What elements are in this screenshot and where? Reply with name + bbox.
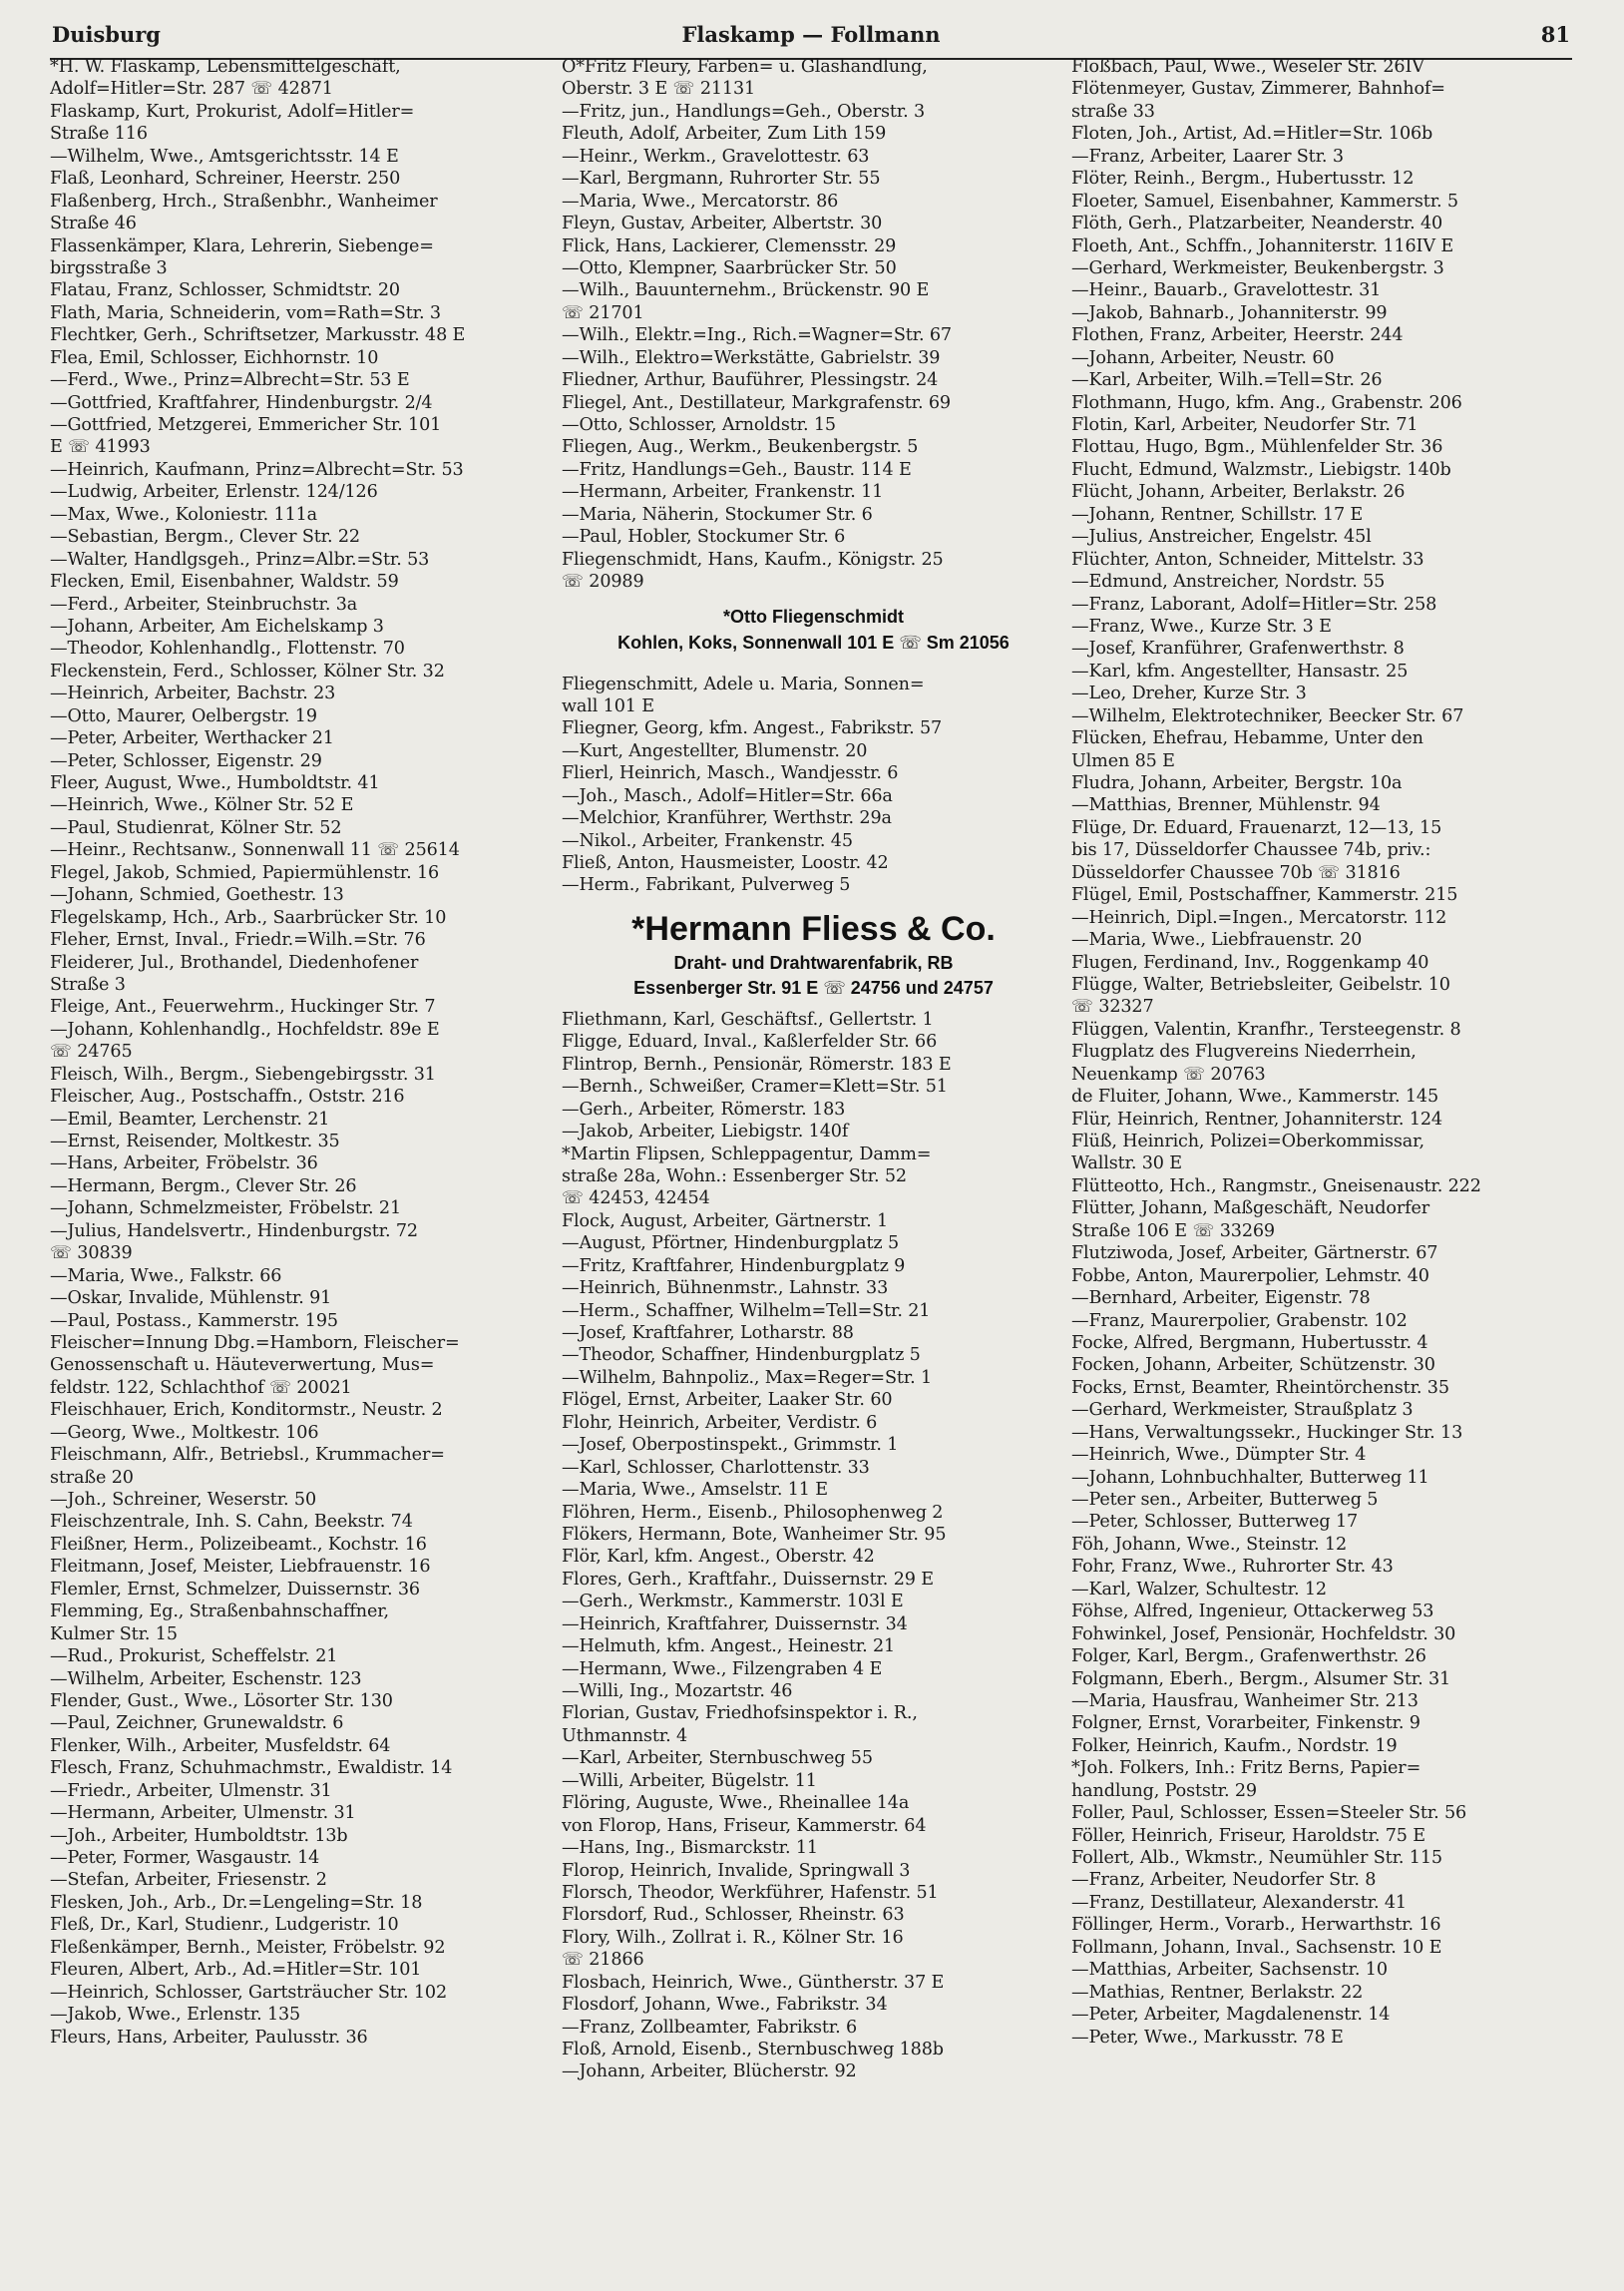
directory-entry-line: Fliethmann, Karl, Geschäftsf., Gellertstr. 1 [562, 1009, 934, 1030]
directory-entry-line: Flugen, Ferdinand, Inv., Roggenkamp 40 [1071, 952, 1429, 973]
directory-entry-line: Fleurs, Hans, Arbeiter, Paulusstr. 36 [50, 2027, 368, 2048]
directory-entry-line: Floeth, Ant., Schffn., Johanniterstr. 116IV E [1071, 235, 1454, 256]
directory-entry-line: Flöter, Reinh., Bergm., Hubertusstr. 12 [1071, 169, 1415, 190]
directory-entry-line: Flemler, Ernst, Schmelzer, Duissernstr. 36 [50, 1579, 420, 1600]
directory-entry-line: —Franz, Wwe., Kurze Str. 3 E [1071, 616, 1332, 637]
directory-entry-line: Floten, Joh., Artist, Ad.=Hitler=Str. 106b [1071, 124, 1433, 145]
directory-entry-line: *Joh. Folkers, Inh.: Fritz Berns, Papier= [1071, 1758, 1421, 1779]
directory-entry-line: Flügel, Emil, Postschaffner, Kammerstr. 215 [1071, 885, 1458, 906]
directory-entry-line: —Joh., Masch., Adolf=Hitler=Str. 66a [562, 785, 893, 806]
directory-entry-line: Fleher, Ernst, Inval., Friedr.=Wilh.=Str. 76 [50, 930, 426, 951]
directory-entry-line: —Peter, Schlosser, Butterweg 17 [1071, 1512, 1359, 1533]
directory-entry-line: Fließ, Anton, Hausmeister, Loostr. 42 [562, 853, 889, 873]
directory-entry-line: Fleitmann, Josef, Meister, Liebfrauenstr. 16 [50, 1557, 431, 1578]
directory-entry-line: Straße 3 [50, 974, 126, 995]
directory-entry-line: —Georg, Wwe., Moltkestr. 106 [50, 1422, 319, 1443]
directory-entry-line: —Otto, Maurer, Oelbergstr. 19 [50, 705, 317, 726]
directory-entry-line: feldstr. 122, Schlachthof ☏ 20021 [50, 1377, 352, 1398]
directory-entry-line: Flör, Karl, kfm. Angest., Oberstr. 42 [562, 1547, 875, 1568]
directory-entry-line: Flory, Wilh., Zollrat i. R., Kölner Str. 16 [562, 1927, 904, 1948]
directory-entry-line: —Wilhelm, Elektrotechniker, Beecker Str. 67 [1071, 705, 1464, 726]
directory-entry-line: straße 28a, Wohn.: Essenberger Str. 52 [562, 1165, 907, 1186]
directory-entry-line: Flassenkämper, Klara, Lehrerin, Siebenge= [50, 235, 434, 256]
directory-entry-line: —Theodor, Kohlenhandlg., Flottenstr. 70 [50, 639, 405, 660]
directory-entry-line: —Matthias, Arbeiter, Sachsenstr. 10 [1071, 1960, 1388, 1981]
directory-entry-line: —Otto, Klempner, Saarbrücker Str. 50 [562, 257, 897, 278]
directory-entry-line: Fohwinkel, Josef, Pensionär, Hochfeldstr. 30 [1071, 1623, 1456, 1644]
directory-entry-line: —Franz, Destillateur, Alexanderstr. 41 [1071, 1892, 1407, 1913]
directory-entry-line: ☏ 30839 [50, 1243, 133, 1264]
directory-entry-line: —Paul, Postass., Kammerstr. 195 [50, 1310, 338, 1331]
directory-entry-line: —Franz, Arbeiter, Laarer Str. 3 [1071, 146, 1344, 167]
advert-fliegenschmidt [562, 604, 1065, 674]
directory-entry-line: Flosdorf, Johann, Wwe., Fabrikstr. 34 [562, 1995, 888, 2016]
directory-entry-line: —Johann, Kohlenhandlg., Hochfeldstr. 89e E [50, 1019, 440, 1040]
directory-entry-line: Florsch, Theodor, Werkführer, Hafenstr. 51 [562, 1882, 939, 1903]
directory-entry-line: Focke, Alfred, Bergmann, Hubertusstr. 4 [1071, 1332, 1428, 1353]
directory-entry-line: —Hermann, Arbeiter, Ulmenstr. 31 [50, 1803, 356, 1824]
directory-entry-line: —Josef, Oberpostinspekt., Grimmstr. 1 [562, 1435, 899, 1456]
directory-entry-line: Fleß, Dr., Karl, Studienr., Ludgeristr. 10 [50, 1915, 399, 1936]
directory-entry-line: Flegel, Jakob, Schmied, Papiermühlenstr. 16 [50, 862, 440, 883]
directory-entry-line: —Joh., Schreiner, Weserstr. 50 [50, 1490, 316, 1510]
directory-entry-line: Flechtker, Gerh., Schriftsetzer, Markusstr. 48 E [50, 325, 466, 346]
directory-entry-line: —Julius, Handelsvertr., Hindenburgstr. 72 [50, 1220, 418, 1241]
directory-entry-line: —Peter, Schlosser, Eigenstr. 29 [50, 750, 322, 771]
directory-entry-line: Flüggen, Valentin, Kranfhr., Tersteegenstr. 8 [1071, 1019, 1461, 1040]
directory-entry-line: Folgner, Ernst, Vorarbeiter, Finkenstr. 9 [1071, 1713, 1421, 1734]
directory-entry-line: —Willi, Arbeiter, Bügelstr. 11 [562, 1770, 817, 1791]
directory-entry-line: ☏ 24765 [50, 1042, 133, 1063]
directory-entry-line: —Gerh., Werkmstr., Kammerstr. 103l E [562, 1592, 904, 1612]
column-left [50, 56, 554, 2049]
directory-entry-line: —Heinrich, Wwe., Dümpter Str. 4 [1071, 1445, 1367, 1466]
directory-entry-line: Fleßenkämper, Bernh., Meister, Fröbelstr. 92 [50, 1937, 446, 1958]
directory-entry-line: Flesch, Franz, Schuhmachmstr., Ewaldistr. 14 [50, 1758, 453, 1779]
directory-entry-line: birgsstraße 3 [50, 257, 168, 278]
directory-entry-line: —Jakob, Arbeiter, Liebigstr. 140f [562, 1122, 849, 1143]
directory-entry-line: Flöring, Auguste, Wwe., Rheinallee 14a [562, 1793, 910, 1814]
directory-entry-line: Flotin, Karl, Arbeiter, Neudorfer Str. 71 [1071, 415, 1419, 435]
entry-list [562, 1009, 1065, 2083]
directory-entry-line: Flür, Heinrich, Rentner, Johanniterstr. 124 [1071, 1109, 1442, 1130]
directory-entry-line: Fleisch, Wilh., Bergm., Siebengebirgsstr. 31 [50, 1064, 436, 1085]
directory-entry-line: Fliegenschmitt, Adele u. Maria, Sonnen= [562, 674, 925, 694]
directory-entry-line: —Karl, Arbeiter, Sternbuschweg 55 [562, 1748, 873, 1769]
directory-entry-line: —Gerhard, Werkmeister, Beukenbergstr. 3 [1071, 257, 1444, 278]
directory-entry-line: —Johann, Arbeiter, Blücherstr. 92 [562, 2062, 857, 2082]
directory-entry-line: —Helmuth, kfm. Angest., Heinestr. 21 [562, 1636, 896, 1657]
directory-entry-line: Flöth, Gerh., Platzarbeiter, Neanderstr. 40 [1071, 214, 1443, 234]
directory-entry-line: —Heinrich, Kraftfahrer, Duissernstr. 34 [562, 1613, 908, 1634]
directory-entry-line: —Paul, Hobler, Stockumer Str. 6 [562, 527, 846, 548]
directory-entry-line: —Peter, Arbeiter, Magdalenenstr. 14 [1071, 2005, 1391, 2026]
directory-entry-line: Fliegel, Ant., Destillateur, Markgrafenstr. 69 [562, 392, 951, 413]
directory-entry-line: —Paul, Zeichner, Grunewaldstr. 6 [50, 1713, 344, 1734]
directory-entry-line: —Franz, Maurerpolier, Grabenstr. 102 [1071, 1310, 1408, 1331]
directory-entry-line: —Johann, Rentner, Schillstr. 17 E [1071, 504, 1364, 525]
directory-entry-line: Flock, August, Arbeiter, Gärtnerstr. 1 [562, 1210, 889, 1231]
directory-entry-line: Fleischmann, Alfr., Betriebsl., Krummacher= [50, 1445, 445, 1466]
advert-text: Draht- und Drahtwarenfabrik, RB [673, 952, 954, 973]
advert-text: Essenberger Str. 91 E ☏ 24756 und 24757 [633, 977, 994, 998]
directory-entry-line: straße 33 [1071, 101, 1155, 122]
directory-entry-line: Wallstr. 30 E [1071, 1153, 1182, 1174]
directory-entry-line: E ☏ 41993 [50, 437, 151, 458]
directory-entry-line: —Peter, Former, Wasgaustr. 14 [50, 1848, 320, 1868]
directory-entry-line: —Fritz, Kraftfahrer, Hindenburgplatz 9 [562, 1255, 906, 1276]
directory-entry-line: —Bernh., Schweißer, Cramer=Klett=Str. 51 [562, 1077, 948, 1098]
header-name-range: Flaskamp — Follmann [681, 22, 941, 47]
directory-entry-line: —Herm., Schaffner, Wilhelm=Tell=Str. 21 [562, 1300, 931, 1321]
directory-entry-line: —Ferd., Wwe., Prinz=Albrecht=Str. 53 E [50, 370, 410, 391]
directory-entry-line: —Heinr., Rechtsanw., Sonnenwall 11 ☏ 25614 [50, 840, 460, 861]
directory-entry-line: Flucht, Edmund, Walzmstr., Liebigstr. 140b [1071, 459, 1451, 480]
directory-entry-line: —Jakob, Wwe., Erlenstr. 135 [50, 2005, 301, 2026]
directory-entry-line: —Heinr., Bauarb., Gravelottestr. 31 [1071, 280, 1382, 301]
entry-list [50, 56, 554, 2049]
column-right [1071, 56, 1575, 2049]
directory-entry-line: Flatau, Franz, Schlosser, Schmidtstr. 20 [50, 280, 400, 301]
directory-entry-line: —Max, Wwe., Koloniestr. 111a [50, 504, 318, 525]
directory-entry-line: —Jakob, Bahnarb., Johanniterstr. 99 [1071, 302, 1388, 323]
directory-entry-line: —Kurt, Angestellter, Blumenstr. 20 [562, 740, 868, 761]
directory-entry-line: Flea, Emil, Schlosser, Eichhornstr. 10 [50, 347, 379, 368]
directory-entry-line: —Johann, Schmied, Goethestr. 13 [50, 885, 344, 906]
directory-entry-line: Flath, Maria, Schneiderin, vom=Rath=Str. 3 [50, 302, 441, 323]
directory-entry-line: Fleige, Ant., Feuerwehrm., Huckinger Str. 7 [50, 997, 436, 1018]
directory-entry-line: —Karl, Schlosser, Charlottenstr. 33 [562, 1457, 870, 1478]
advert-title: *Otto Fliegenschmidt [722, 606, 904, 627]
directory-entry-line: Fleer, August, Wwe., Humboldtstr. 41 [50, 773, 380, 793]
directory-entry-line: ☏ 21866 [562, 1950, 644, 1971]
directory-entry-line: —Maria, Wwe., Falkstr. 66 [50, 1265, 282, 1286]
directory-entry-line: —Heinrich, Schlosser, Gartsträucher Str. 102 [50, 1982, 448, 2003]
directory-entry-line: —Wilh., Bauunternehm., Brückenstr. 90 E [562, 280, 930, 301]
directory-entry-line: Fleyn, Gustav, Arbeiter, Albertstr. 30 [562, 214, 883, 234]
directory-entry-line: handlung, Poststr. 29 [1071, 1780, 1257, 1801]
directory-entry-line: Florian, Gustav, Friedhofsinspektor i. R., [562, 1703, 918, 1724]
directory-entry-line: Flores, Gerh., Kraftfahr., Duissernstr. 29 E [562, 1569, 934, 1590]
directory-entry-line: —Edmund, Anstreicher, Nordstr. 55 [1071, 572, 1386, 593]
directory-entry-line: —Sebastian, Bergm., Clever Str. 22 [50, 527, 360, 548]
directory-entry-line: —Josef, Kraftfahrer, Lotharstr. 88 [562, 1323, 854, 1343]
directory-entry-line: Föhse, Alfred, Ingenieur, Ottackerweg 53 [1071, 1602, 1434, 1622]
directory-entry-line: Flüß, Heinrich, Polizei=Oberkommissar, [1071, 1132, 1424, 1151]
directory-entry-line: —Heinrich, Wwe., Kölner Str. 52 E [50, 795, 354, 816]
directory-entry-line: Adolf=Hitler=Str. 287 ☏ 42871 [50, 79, 333, 100]
directory-entry-line: —Heinrich, Arbeiter, Bachstr. 23 [50, 684, 336, 704]
advert-text: Kohlen, Koks, Sonnenwall 101 E ☏ Sm 21056 [617, 632, 1010, 653]
directory-entry-line: —Karl, Bergmann, Ruhrorter Str. 55 [562, 169, 881, 190]
directory-entry-line: —Heinrich, Bühnenmstr., Lahnstr. 33 [562, 1278, 889, 1299]
directory-entry-line: Flohr, Heinrich, Arbeiter, Verdistr. 6 [562, 1412, 878, 1433]
directory-entry-line: —Wilhelm, Arbeiter, Eschenstr. 123 [50, 1668, 362, 1689]
directory-entry-line: Ulmen 85 E [1071, 750, 1175, 771]
directory-entry-line: Flenker, Wilh., Arbeiter, Musfeldstr. 64 [50, 1735, 391, 1756]
page-number: 81 [1540, 22, 1570, 47]
directory-entry-line: —Stefan, Arbeiter, Friesenstr. 2 [50, 1870, 327, 1891]
directory-entry-line: Flothen, Franz, Arbeiter, Heerstr. 244 [1071, 325, 1404, 346]
directory-entry-line: —Otto, Schlosser, Arnoldstr. 15 [562, 415, 836, 435]
entry-list [1071, 56, 1575, 2049]
directory-entry-line: —Joh., Arbeiter, Humboldtstr. 13b [50, 1825, 348, 1846]
directory-entry-line: Straße 106 E ☏ 33269 [1071, 1220, 1275, 1241]
directory-entry-line: Follert, Alb., Wkmstr., Neumühler Str. 115 [1071, 1848, 1442, 1868]
directory-entry-line: straße 20 [50, 1467, 134, 1488]
directory-entry-line: —Theodor, Schaffner, Hindenburgplatz 5 [562, 1345, 921, 1366]
directory-entry-line: *H. W. Flaskamp, Lebensmittelgeschäft, [50, 57, 401, 77]
directory-entry-line: —Hermann, Arbeiter, Frankenstr. 11 [562, 482, 884, 503]
directory-entry-line: —Heinrich, Kaufmann, Prinz=Albrecht=Str. 53 [50, 459, 464, 480]
directory-entry-line: —Josef, Kranführer, Grafenwerthstr. 8 [1071, 639, 1405, 660]
directory-entry-line: —Wilh., Elektro=Werkstätte, Gabrielstr. 39 [562, 347, 941, 368]
entry-list [562, 56, 1065, 594]
directory-entry-line: —Gottfried, Metzgerei, Emmericher Str. 101 [50, 415, 442, 435]
directory-entry-line: —Wilh., Elektr.=Ing., Rich.=Wagner=Str. 67 [562, 325, 952, 346]
directory-entry-line: —Emil, Beamter, Lerchenstr. 21 [50, 1109, 330, 1130]
directory-entry-line: Straße 46 [50, 214, 137, 234]
directory-entry-line: —Julius, Anstreicher, Engelstr. 45l [1071, 527, 1372, 548]
directory-entry-line: Föh, Johann, Wwe., Steinstr. 12 [1071, 1534, 1347, 1555]
directory-entry-line: —Walter, Handlgsgeh., Prinz=Albr.=Str. 53 [50, 549, 430, 570]
directory-entry-line: —Hermann, Bergm., Clever Str. 26 [50, 1175, 357, 1196]
directory-entry-line: Florsdorf, Rud., Schlosser, Rheinstr. 63 [562, 1905, 905, 1926]
directory-entry-line: —Maria, Wwe., Mercatorstr. 86 [562, 191, 839, 212]
directory-entry-line: Flögel, Ernst, Arbeiter, Laaker Str. 60 [562, 1390, 893, 1411]
directory-entry-line: —Paul, Studienrat, Kölner Str. 52 [50, 817, 342, 838]
header-city: Duisburg [52, 22, 161, 47]
directory-entry-line: —Franz, Laborant, Adolf=Hitler=Str. 258 [1071, 594, 1437, 615]
directory-entry-line: —Nikol., Arbeiter, Frankenstr. 45 [562, 830, 853, 851]
directory-entry-line: —Hermann, Wwe., Filzengraben 4 E [562, 1658, 883, 1679]
directory-entry-line: —Wilhelm, Bahnpoliz., Max=Reger=Str. 1 [562, 1367, 933, 1388]
directory-entry-line: —Ferd., Arbeiter, Steinbruchstr. 3a [50, 594, 358, 615]
directory-entry-line: —Matthias, Brenner, Mühlenstr. 94 [1071, 795, 1381, 816]
directory-entry-line: Flügge, Walter, Betriebsleiter, Geibelstr. 10 [1071, 974, 1450, 995]
directory-entry-line: Föller, Heinrich, Friseur, Haroldstr. 75 E [1071, 1825, 1425, 1846]
directory-entry-line: ☏ 32327 [1071, 997, 1154, 1018]
directory-entry-line: Focken, Johann, Arbeiter, Schützenstr. 30 [1071, 1355, 1435, 1376]
directory-entry-line: Fleiderer, Jul., Brothandel, Diedenhofener [50, 952, 419, 973]
directory-entry-line: —Heinrich, Dipl.=Ingen., Mercatorstr. 112 [1071, 907, 1447, 928]
directory-entry-line: —Ernst, Reisender, Moltkestr. 35 [50, 1132, 340, 1151]
directory-entry-line: —Ludwig, Arbeiter, Erlenstr. 124/126 [50, 482, 378, 503]
directory-entry-line: —Johann, Lohnbuchhalter, Butterweg 11 [1071, 1467, 1429, 1488]
directory-entry-line: ☏ 42453, 42454 [562, 1188, 710, 1209]
directory-entry-line: —Johann, Arbeiter, Am Eichelskamp 3 [50, 616, 384, 637]
directory-entry-line: Genossenschaft u. Häuteverwertung, Mus= [50, 1355, 435, 1376]
directory-entry-line: Foller, Paul, Schlosser, Essen=Steeler Str. 56 [1071, 1803, 1467, 1824]
directory-entry-line: Flüge, Dr. Eduard, Frauenarzt, 12—13, 15 [1071, 817, 1442, 838]
directory-entry-line: Flütteotto, Hch., Rangmstr., Gneisenaustr. 222 [1071, 1175, 1481, 1196]
advert-fliess [562, 907, 1065, 1009]
directory-entry-line: Fleuth, Adolf, Arbeiter, Zum Lith 159 [562, 124, 887, 145]
directory-entry-line: ☏ 21701 [562, 302, 644, 323]
directory-entry-line: —Hans, Arbeiter, Fröbelstr. 36 [50, 1153, 318, 1174]
directory-entry-line: —Maria, Wwe., Liebfrauenstr. 20 [1071, 930, 1363, 951]
directory-entry-line: —Gerh., Arbeiter, Römerstr. 183 [562, 1099, 846, 1120]
directory-entry-line: Folger, Karl, Bergm., Grafenwerthstr. 26 [1071, 1646, 1426, 1667]
directory-entry-line: —Melchior, Kranführer, Werthstr. 29a [562, 808, 892, 829]
directory-entry-line: Flegelskamp, Hch., Arb., Saarbrücker Str. 10 [50, 907, 447, 928]
directory-entry-line: Kulmer Str. 15 [50, 1623, 178, 1644]
directory-entry-line: Fliedner, Arthur, Bauführer, Plessingstr. 24 [562, 370, 939, 391]
directory-entry-line: —Hans, Ing., Bismarckstr. 11 [562, 1838, 818, 1859]
directory-entry-line: —Willi, Ing., Mozartstr. 46 [562, 1681, 793, 1701]
directory-entry-line: Flosbach, Heinrich, Wwe., Güntherstr. 37 E [562, 1972, 945, 1993]
directory-entry-line: Fligge, Eduard, Inval., Kaßlerfelder Str. 66 [562, 1032, 938, 1053]
directory-entry-line: Flemming, Eg., Straßenbahnschaffner, [50, 1602, 389, 1622]
directory-entry-line: —Maria, Hausfrau, Wanheimer Str. 213 [1071, 1690, 1419, 1711]
directory-entry-line: Uthmannstr. 4 [562, 1725, 688, 1746]
directory-entry-line: de Fluiter, Johann, Wwe., Kammerstr. 145 [1071, 1087, 1439, 1108]
directory-entry-line: Fohr, Franz, Wwe., Ruhrorter Str. 43 [1071, 1557, 1394, 1578]
directory-entry-line: Flutziwoda, Josef, Arbeiter, Gärtnerstr. 67 [1071, 1243, 1438, 1264]
directory-entry-line: —Friedr., Arbeiter, Ulmenstr. 31 [50, 1780, 332, 1801]
directory-entry-line: Flökers, Hermann, Bote, Wanheimer Str. 95 [562, 1524, 947, 1545]
directory-entry-line: —Gottfried, Kraftfahrer, Hindenburgstr. 2/4 [50, 392, 433, 413]
directory-entry-line: Flaßenberg, Hrch., Straßenbhr., Wanheimer [50, 191, 438, 212]
directory-entry-line: Flaß, Leonhard, Schreiner, Heerstr. 250 [50, 169, 401, 190]
directory-entry-line: —Peter, Arbeiter, Werthacker 21 [50, 728, 334, 749]
directory-entry-line: —Bernhard, Arbeiter, Eigenstr. 78 [1071, 1288, 1371, 1309]
directory-entry-line: Fleißner, Herm., Polizeibeamt., Kochstr. 16 [50, 1534, 427, 1555]
directory-entry-line: Flender, Gust., Wwe., Lösorter Str. 130 [50, 1690, 393, 1711]
directory-entry-line: Oberstr. 3 E ☏ 21131 [562, 79, 756, 100]
directory-entry-line: —Johann, Arbeiter, Neustr. 60 [1071, 347, 1335, 368]
directory-entry-line: Flierl, Heinrich, Masch., Wandjesstr. 6 [562, 763, 899, 784]
directory-entry-line: Florop, Heinrich, Invalide, Springwall 3 [562, 1860, 911, 1881]
directory-entry-line: Düsseldorfer Chaussee 70b ☏ 31816 [1071, 862, 1401, 883]
directory-entry-line: —Fritz, jun., Handlungs=Geh., Oberstr. 3 [562, 101, 926, 122]
directory-entry-line: Fleckenstein, Ferd., Schlosser, Kölner Str. 32 [50, 661, 445, 682]
entry-list [562, 674, 1065, 897]
directory-entry-line: Fleischhauer, Erich, Konditormstr., Neustr. 2 [50, 1400, 443, 1421]
directory-entry-line: Flintrop, Bernh., Pensionär, Römerstr. 183 E [562, 1054, 952, 1075]
directory-entry-line: Flütter, Johann, Maßgeschäft, Neudorfer [1071, 1198, 1429, 1219]
directory-entry-line: Fludra, Johann, Arbeiter, Bergstr. 10a [1071, 773, 1403, 793]
directory-entry-line: Flücken, Ehefrau, Hebamme, Unter den [1071, 728, 1423, 749]
directory-entry-line: Floeter, Samuel, Eisenbahner, Kammerstr. 5 [1071, 191, 1458, 212]
directory-entry-line: Floßbach, Paul, Wwe., Weseler Str. 26IV [1071, 57, 1424, 77]
page-header [50, 18, 1572, 60]
directory-entry-line: bis 17, Düsseldorfer Chaussee 74b, priv.: [1071, 840, 1431, 861]
directory-entry-line: Follmann, Johann, Inval., Sachsenstr. 10 E [1071, 1937, 1442, 1958]
directory-entry-line: ☏ 20989 [562, 572, 644, 593]
directory-entry-line: —Karl, kfm. Angestellter, Hansastr. 25 [1071, 661, 1409, 682]
directory-entry-line: —Maria, Wwe., Amselstr. 11 E [562, 1480, 828, 1501]
directory-entry-line: Fleischer=Innung Dbg.=Hamborn, Fleischer= [50, 1332, 460, 1353]
directory-entry-line: Flothmann, Hugo, kfm. Ang., Grabenstr. 206 [1071, 392, 1462, 413]
directory-entry-line: Fobbe, Anton, Maurerpolier, Lehmstr. 40 [1071, 1265, 1429, 1286]
directory-entry-line: —Herm., Fabrikant, Pulverweg 5 [562, 875, 851, 896]
directory-entry-line: Flesken, Joh., Arb., Dr.=Lengeling=Str. 18 [50, 1892, 423, 1913]
directory-entry-line: Flick, Hans, Lackierer, Clemensstr. 29 [562, 235, 897, 256]
directory-entry-line: Flöhren, Herm., Eisenb., Philosophenweg 2 [562, 1502, 944, 1523]
directory-entry-line: —Maria, Näherin, Stockumer Str. 6 [562, 504, 873, 525]
directory-entry-line: Flottau, Hugo, Bgm., Mühlenfelder Str. 36 [1071, 437, 1443, 458]
directory-entry-line: Fliegenschmidt, Hans, Kaufm., Königstr. 25 [562, 549, 944, 570]
directory-entry-line: O*Fritz Fleury, Farben= u. Glashandlung, [562, 57, 928, 77]
directory-entry-line: —Heinr., Werkm., Gravelottestr. 63 [562, 146, 870, 167]
directory-entry-line: —Gerhard, Werkmeister, Straußplatz 3 [1071, 1400, 1414, 1421]
directory-entry-line: —Franz, Arbeiter, Neudorfer Str. 8 [1071, 1870, 1377, 1891]
directory-entry-line: Neuenkamp ☏ 20763 [1071, 1064, 1266, 1085]
advert-title: *Hermann Fliess & Co. [631, 909, 996, 948]
column-middle [562, 56, 1065, 2083]
directory-entry-line: Fliegner, Georg, kfm. Angest., Fabrikstr. 57 [562, 718, 943, 739]
directory-entry-line: Flüchter, Anton, Schneider, Mittelstr. 33 [1071, 549, 1424, 570]
directory-entry-line: Flücht, Johann, Arbeiter, Berlakstr. 26 [1071, 482, 1406, 503]
directory-entry-line: von Florop, Hans, Friseur, Kammerstr. 64 [562, 1815, 927, 1836]
directory-entry-line: wall 101 E [562, 695, 654, 716]
directory-entry-line: Fleischzentrale, Inh. S. Cahn, Beekstr. 74 [50, 1512, 413, 1533]
directory-entry-line: —Mathias, Rentner, Berlakstr. 22 [1071, 1982, 1364, 2003]
directory-entry-line: —Johann, Schmelzmeister, Fröbelstr. 21 [50, 1198, 401, 1219]
directory-entry-line: Straße 116 [50, 124, 148, 145]
directory-entry-line: Folgmann, Eberh., Bergm., Alsumer Str. 31 [1071, 1668, 1451, 1689]
directory-entry-line: —Fritz, Handlungs=Geh., Baustr. 114 E [562, 459, 912, 480]
directory-entry-line: Focks, Ernst, Beamter, Rheintörchenstr. 35 [1071, 1377, 1449, 1398]
directory-entry-line: —Peter, Wwe., Markusstr. 78 E [1071, 2027, 1344, 2048]
directory-entry-line: Fleuren, Albert, Arb., Ad.=Hitler=Str. 101 [50, 1960, 422, 1981]
directory-entry-line: Fleischer, Aug., Postschaffn., Oststr. 216 [50, 1087, 405, 1108]
directory-entry-line: Floß, Arnold, Eisenb., Sternbuschweg 188b [562, 2040, 944, 2060]
directory-entry-line: —Wilhelm, Wwe., Amtsgerichtsstr. 14 E [50, 146, 399, 167]
directory-entry-line: Fliegen, Aug., Werkm., Beukenbergstr. 5 [562, 437, 919, 458]
directory-entry-line: Flugplatz des Flugvereins Niederrhein, [1071, 1042, 1417, 1063]
directory-entry-line: —Karl, Arbeiter, Wilh.=Tell=Str. 26 [1071, 370, 1383, 391]
directory-entry-line: *Martin Flipsen, Schleppagentur, Damm= [562, 1144, 932, 1164]
directory-entry-line: Folker, Heinrich, Kaufm., Nordstr. 19 [1071, 1735, 1398, 1756]
directory-entry-line: —Rud., Prokurist, Scheffelstr. 21 [50, 1646, 338, 1667]
directory-entry-line: —Oskar, Invalide, Mühlenstr. 91 [50, 1288, 332, 1309]
directory-entry-line: Föllinger, Herm., Vorarb., Herwarthstr. 16 [1071, 1915, 1441, 1936]
directory-entry-line: —Hans, Verwaltungssekr., Huckinger Str. 13 [1071, 1422, 1463, 1443]
directory-entry-line: —Leo, Dreher, Kurze Str. 3 [1071, 684, 1307, 704]
directory-entry-line: Flötenmeyer, Gustav, Zimmerer, Bahnhof= [1071, 79, 1445, 100]
directory-entry-line: —Karl, Walzer, Schultestr. 12 [1071, 1579, 1327, 1600]
directory-entry-line: Flaskamp, Kurt, Prokurist, Adolf=Hitler= [50, 101, 415, 122]
directory-entry-line: Flecken, Emil, Eisenbahner, Waldstr. 59 [50, 572, 399, 593]
directory-entry-line: —Franz, Zollbeamter, Fabrikstr. 6 [562, 2017, 858, 2038]
directory-entry-line: —Peter sen., Arbeiter, Butterweg 5 [1071, 1490, 1379, 1510]
directory-entry-line: —August, Pförtner, Hindenburgplatz 5 [562, 1233, 900, 1254]
